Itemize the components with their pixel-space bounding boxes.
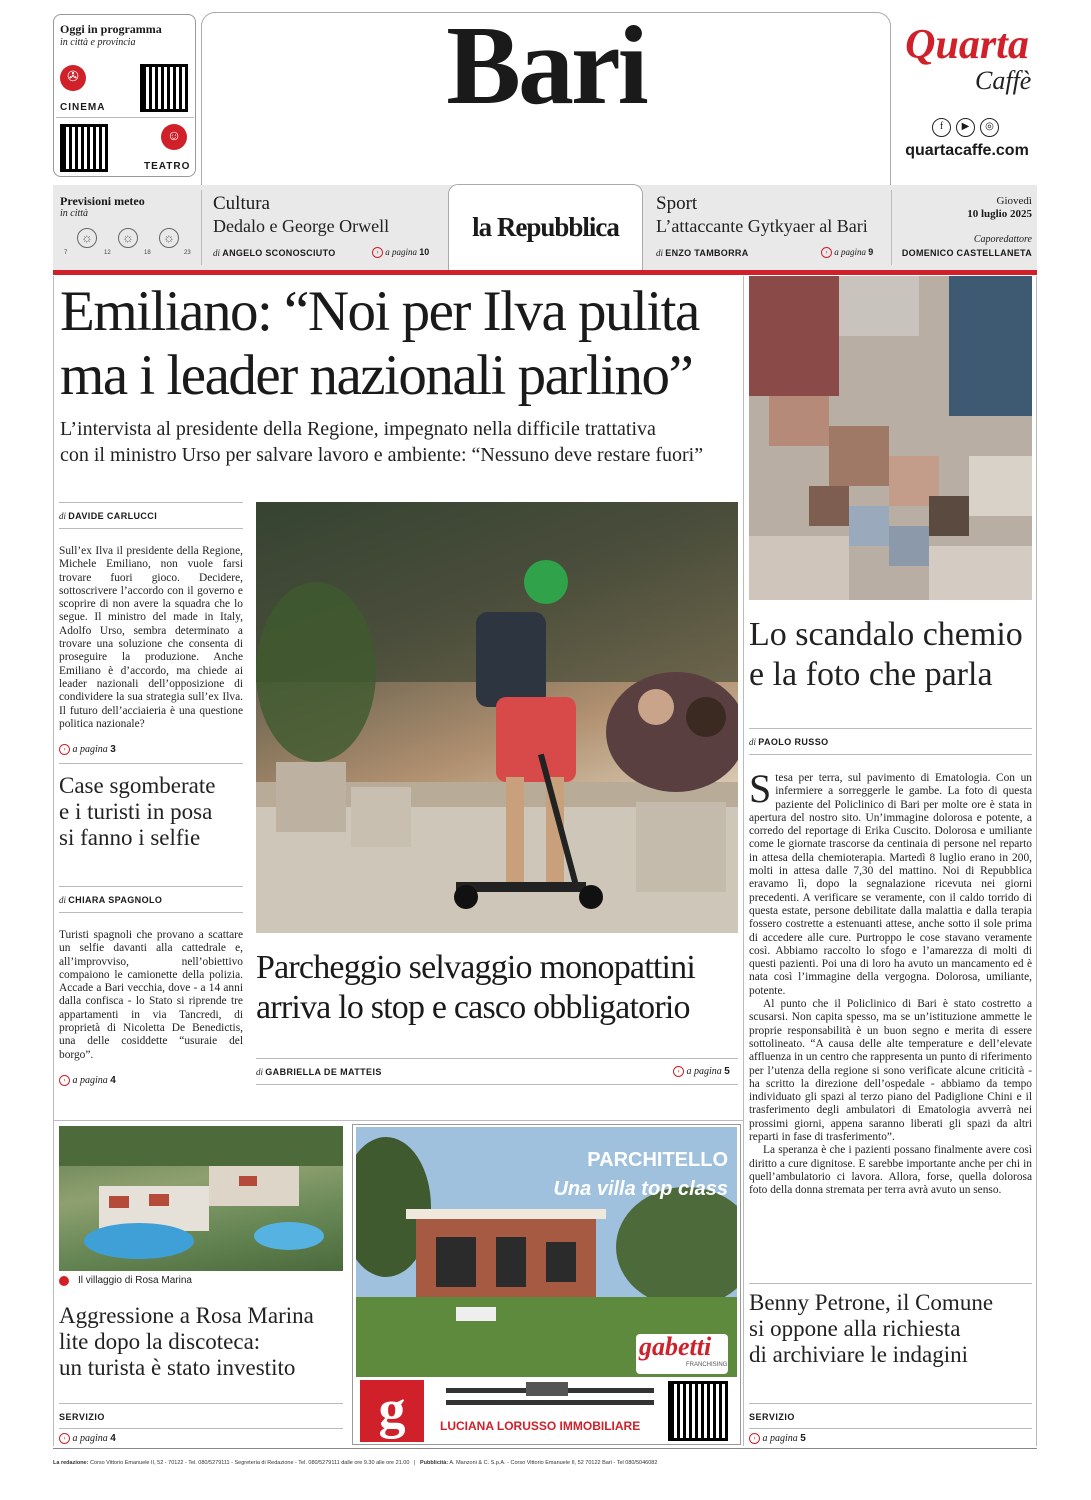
editor-role: Caporedattore	[973, 234, 1032, 245]
cultura-label[interactable]: Cultura	[213, 193, 270, 214]
rosa-marina-aerial	[59, 1126, 343, 1271]
byline-rule	[59, 912, 243, 913]
gabetti-logo-sub: FRANCHISING	[686, 1362, 728, 1368]
meteo-hour: 23	[184, 250, 191, 256]
footer-rule	[53, 1448, 1037, 1449]
column-rule	[749, 1283, 1032, 1284]
ad-subtitle: Una villa top class	[553, 1178, 728, 1200]
byline-rule	[256, 1058, 738, 1059]
byline-rule	[59, 1403, 343, 1404]
lead-body: Sull’ex Ilva il presidente della Regione, Michele Emiliano, non vuole farsi trovare fuori gioco. Decidere, sottoscrivere l’accordo con il governo e scoprire di non avere la squadra che lo segue. Il ministro del made in Italy, Adolfo Urso, sembra determinato a trovare una soluzione che consenta di proseguire la produzione. Anche Emiliano è d’accordo, ma chiede ai leader nazionali dell’opposizione di condividere la sua strategia sull’ex Ilva. Il futuro dell’acciaieria è una questione politica nazionale?	[59, 545, 243, 730]
ad-title: PARCHITELLO	[587, 1149, 728, 1171]
camera-icon	[59, 1276, 69, 1286]
rosa-marina-page-link[interactable]: › a pagina 4	[59, 1433, 116, 1444]
sport-title[interactable]: L’attaccante Gytkyaer al Bari	[656, 216, 868, 236]
teatro-icon[interactable]: ☺	[161, 124, 187, 150]
rosa-marina-service: SERVIZIO	[59, 1412, 105, 1422]
teatro-label[interactable]: TEATRO	[144, 161, 191, 172]
programma-divider	[56, 117, 194, 118]
chemio-photo[interactable]	[749, 276, 1032, 600]
ad-agency: LUCIANA LORUSSO IMMOBILIARE	[440, 1419, 641, 1433]
meteo-title: Previsioni meteo	[60, 194, 145, 208]
meteo-hour: 7	[64, 250, 68, 256]
petrone-headline[interactable]: Benny Petrone, il Comune si oppone alla richiesta di archiviare le indagini	[749, 1290, 994, 1367]
frame-left	[53, 276, 54, 1446]
column-rule	[59, 763, 243, 764]
drop-cap: S	[749, 766, 772, 811]
cinema-icon[interactable]: ✇	[60, 65, 86, 91]
cultura-title[interactable]: Dedalo e George Orwell	[213, 216, 390, 236]
strip-divider	[891, 190, 892, 265]
case-headline[interactable]: Case sgomberate e i turisti in posa si fanno i selfie	[59, 773, 216, 850]
issue-date: 10 luglio 2025	[967, 208, 1032, 220]
byline-rule	[59, 886, 243, 887]
scooter-photo-illustration	[256, 502, 738, 933]
byline-rule	[749, 1428, 1032, 1429]
facebook-icon[interactable]: f	[932, 118, 951, 137]
arrow-right-icon: ›	[59, 744, 70, 755]
byline-rule	[59, 502, 243, 503]
frame-right	[1036, 276, 1037, 1446]
meteo-hour: 12	[104, 250, 111, 256]
issue-day: Giovedì	[996, 195, 1032, 207]
byline-rule	[749, 728, 1032, 729]
byline-rule	[256, 1084, 738, 1085]
youtube-icon[interactable]: ▶	[956, 118, 975, 137]
chemio-photo-pixelated	[749, 276, 1032, 600]
rosa-marina-caption: Il villaggio di Rosa Marina	[78, 1275, 192, 1286]
ad-bar	[526, 1382, 568, 1396]
cultura-page-link[interactable]: › a pagina 10	[372, 247, 429, 258]
lead-headline[interactable]: Emiliano: “Noi per Ilva pulita ma i leader nazionali parlino”	[60, 280, 699, 407]
case-page-link[interactable]: › a pagina 4	[59, 1075, 116, 1086]
programma-subtitle: in città e provincia	[60, 37, 136, 48]
programma-title: Oggi in programma	[60, 22, 162, 36]
scooter-photo[interactable]	[256, 502, 738, 933]
meteo-hour: 18	[144, 250, 151, 256]
arrow-right-icon: ›	[673, 1066, 684, 1077]
petrone-service: SERVIZIO	[749, 1412, 795, 1422]
editor-name: DOMENICO CASTELLANETA	[901, 248, 1032, 258]
strip-divider	[201, 190, 202, 265]
ad-bar	[446, 1400, 654, 1405]
cultura-byline: di ANGELO SCONOSCIUTO	[213, 248, 336, 258]
sun-icon: ☼	[118, 228, 138, 248]
brand-logo-sub: Caffè	[975, 66, 1032, 95]
cinema-qr-code[interactable]	[140, 64, 188, 112]
footer: La redazione: Corso Vittorio Emanuele II, 52 - 70122 - Tel. 080/5279111 - Segreteria di Redazione - Tel. 080/5279111 dalle ore 9.30 alle ore 21.00 | Pubblicità: A. Manzoni & C. S.p.A. - Corso Vittorio Emanuele II, 52 70122 Bari - Tel 080/5046082	[53, 1460, 658, 1466]
section-divider	[53, 1120, 743, 1121]
rosa-marina-headline[interactable]: Aggressione a Rosa Marina lite dopo la discoteca: un turista è stato investito	[59, 1303, 314, 1380]
sport-page-link[interactable]: › a pagina 9	[821, 247, 873, 258]
case-body: Turisti spagnoli che provano a scattare un selfie davanti alla cattedrale e, all’improvviso, nell’obiettivo compaiono le camionette della polizia. Accade a Bari vecchia, dove - a 14 anni dalla confisca - lo Stato si riprende tre appartamenti in via Tancredi, di proprietà di Nicoletta De Benedictis, una delle cosiddette “usuraie del borgo”.	[59, 929, 243, 1061]
arrow-right-icon: ›	[821, 247, 832, 258]
arrow-right-icon: ›	[372, 247, 383, 258]
monopattini-page-link[interactable]: › a pagina 5	[673, 1066, 730, 1077]
case-byline: di CHIARA SPAGNOLO	[59, 895, 163, 905]
lead-byline: di DAVIDE CARLUCCI	[59, 511, 158, 521]
rosa-marina-photo[interactable]	[59, 1126, 343, 1271]
column-divider	[743, 276, 744, 1446]
sun-icon: ☼	[77, 228, 97, 248]
red-rule	[53, 270, 1037, 275]
chemio-byline: di PAOLO RUSSO	[749, 737, 829, 747]
repubblica-logo[interactable]: la Repubblica	[472, 212, 619, 242]
brand-logo[interactable]: Quarta	[905, 22, 1029, 68]
cinema-label[interactable]: CINEMA	[60, 102, 106, 113]
sport-label[interactable]: Sport	[656, 193, 698, 214]
teatro-qr-code[interactable]	[60, 124, 108, 172]
arrow-right-icon: ›	[749, 1433, 760, 1444]
masthead-title: Bari	[446, 4, 646, 128]
brand-url[interactable]: quartacaffe.com	[905, 142, 1029, 159]
petrone-page-link[interactable]: › a pagina 5	[749, 1433, 806, 1444]
byline-rule	[749, 1403, 1032, 1404]
sun-icon: ☼	[159, 228, 179, 248]
chemio-body: Stesa per terra, sul pavimento di Ematologia. Con un infermiere a sorreggerle le gambe. La foto di questa paziente del Policlinico di Bari per molte ore è stata in apertura del nostro sito. Un’immagine dolorosa e potente, a corredo del reportage di Erika Cuscito. Dolorosa e umiliante come le giornate trascorse da centinaia di persone nel reparto in attesa della chemioterapia. Martedì 8 luglio erano in 200, molti in attesa dalle 7,30 del mattino. Noi di Repubblica eravamo lì, dopo la segnalazione ricevuta nei giorni precedenti. A verificare se veramente, con il caldo torrido di questa estate, persone debilitate dalla malattia e dalla terapia fossero costrette a estenuanti attese, anche sotto il sole prima di accedere alle cure. Purtroppo le cose stavano veramente così. Abbiamo raccolto lo sfogo e l’amarezza di molti di questi pazienti. Poi una di loro ha avuto un mancamento ed è nata così l’immagine della vergogna. Dolorosa, umiliante, potente. Al punto che il Policlinico di Bari è stato costretto a scusarsi. Non capita spesso, ma se un’istituzione ammette le proprie responsabilità è un buon segno e merita di essere sottolineato. “A causa delle alte temperature e dell’elevate affluenza in un centro che rappresenta un punto di riferimento per l’utenza della regione si sono verificate alcune criticità - ha scritto la direzione dell’ospedale - abbiamo da tempo individuato gli spazi al terzo piano del Padiglione Chini e il trasferimento degli ambulatori di Ematologia avverrà nei prossimi giorni, appena saranno liberati gli spazi da altri reparti in fase di trasferimento”. La speranza è che i pazienti possano finalmente avere così diritto a cure dignitose. E sarebbe importante anche per chi in quell’ambulatorio ci lavora. Allora, forse, quella dolorosa foto della donna stremata per terra avrà avuto un senso.	[749, 766, 1032, 1197]
sport-byline: di ENZO TAMBORRA	[656, 248, 749, 258]
byline-rule	[59, 1428, 343, 1429]
gabetti-logo: gabetti	[639, 1332, 712, 1361]
monopattini-headline[interactable]: Parcheggio selvaggio monopattini arriva lo stop e casco obbligatorio	[256, 949, 695, 1026]
byline-rule	[749, 754, 1032, 755]
chemio-headline[interactable]: Lo scandalo chemio e la foto che parla	[749, 616, 1023, 693]
arrow-right-icon: ›	[59, 1433, 70, 1444]
lead-page-link[interactable]: › a pagina 3	[59, 744, 116, 755]
meteo-subtitle: in città	[60, 208, 89, 219]
instagram-icon[interactable]: ◎	[980, 118, 999, 137]
monopattini-byline: di GABRIELLA DE MATTEIS	[256, 1067, 382, 1077]
byline-rule	[59, 528, 243, 529]
gabetti-g-icon: g	[360, 1380, 424, 1442]
arrow-right-icon: ›	[59, 1075, 70, 1086]
ad-qr-code[interactable]	[668, 1381, 728, 1441]
lead-deck: L’intervista al presidente della Regione, impegnato nella difficile trattativa con il ministro Urso per salvare lavoro e ambiente: “Nessuno deve restare fuori”	[60, 418, 704, 466]
